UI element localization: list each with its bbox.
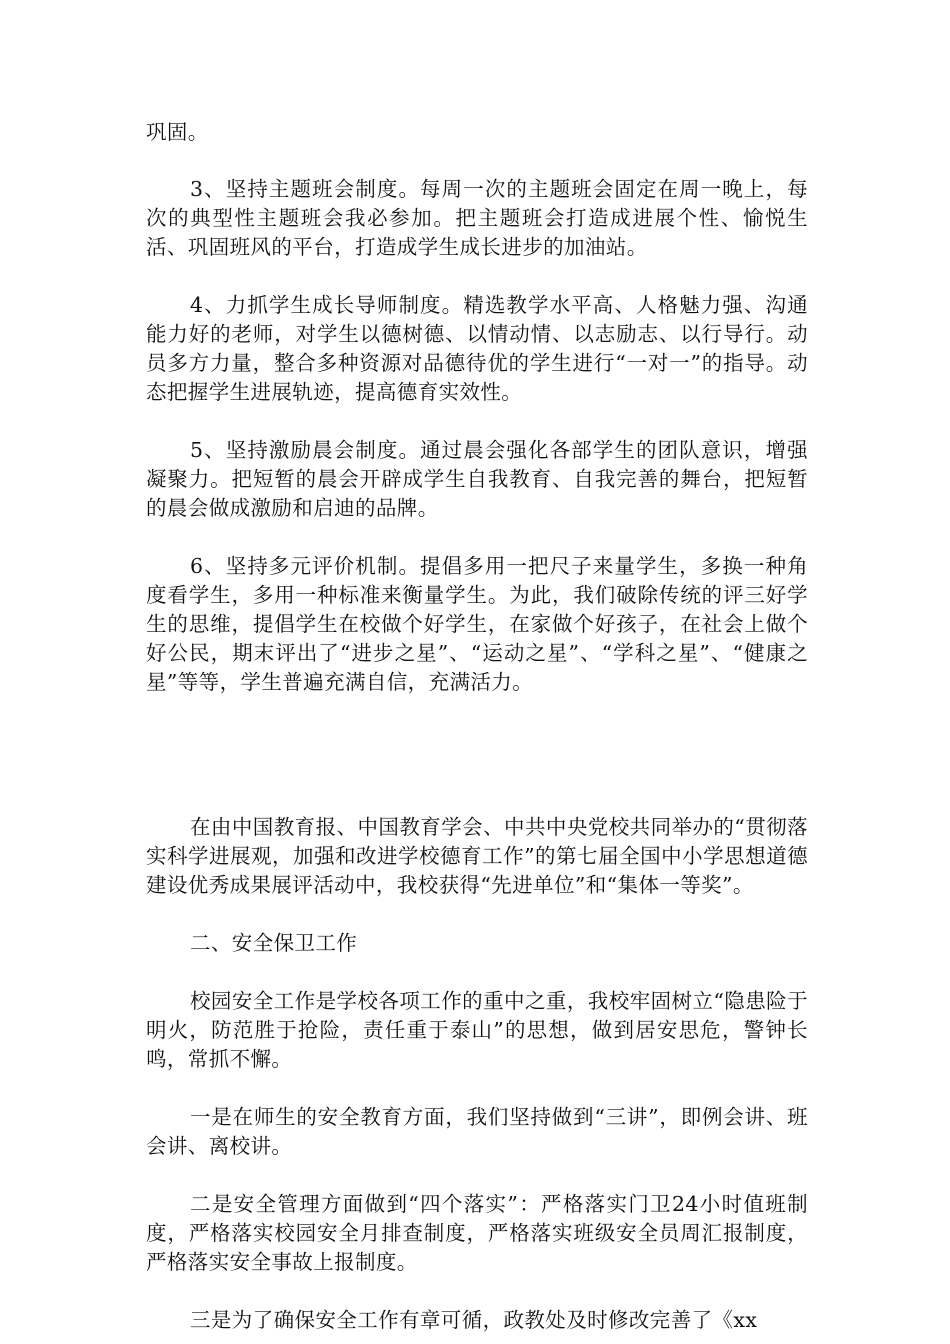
paragraph-item-5: 5、坚持激励晨会制度。通过晨会强化各部学生的团队意识，增强凝聚力。把短暂的晨会开辟成学生自我教育、自我完善的舞台，把短暂的晨会做成激励和启迪的品牌。 — [146, 438, 808, 520]
paragraph-item-6: 6、坚持多元评价机制。提倡多用一把尺子来量学生，多换一种角度看学生，多用一种标准来衡量学生。为此，我们破除传统的评三好学生的思维，提倡学生在校做个好学生，在家做个好孩子，在社会上做个好公民，期末评出了“进步之星”、“运动之星”、“学科之星”、“健康之星”等等，学生普遍充满自信，充满活力。 — [146, 554, 808, 694]
paragraph-item-3: 3、坚持主题班会制度。每周一次的主题班会固定在周一晚上，每次的典型性主题班会我必参加。把主题班会打造成进展个性、愉悦生活、巩固班风的平台，打造成学生成长进步的加油站。 — [146, 177, 808, 259]
paragraph-safety-intro: 校园安全工作是学校各项工作的重中之重，我校牢固树立“隐患险于明火，防范胜于抢险，责任重于泰山”的思想，做到居安思危，警钟长鸣，常抓不懈。 — [146, 989, 808, 1071]
paragraph-safety-education: 一是在师生的安全教育方面，我们坚持做到“三讲”，即例会讲、班会讲、离校讲。 — [146, 1105, 808, 1158]
paragraph-safety-management: 二是安全管理方面做到“四个落实”：严格落实门卫24小时值班制度，严格落实校园安全月排查制度，严格落实班级安全员周汇报制度，严格落实安全事故上报制度。 — [146, 1192, 808, 1274]
document-page — [146, 118, 808, 1335]
paragraph-item-4: 4、力抓学生成长导师制度。精选教学水平高、人格魅力强、沟通能力好的老师，对学生以德树德、以情动情、以志励志、以行导行。动员多方力量，整合多种资源对品德待优的学生进行“一对一”的指导。动态把握学生进展轨迹，提高德育实效性。 — [146, 293, 808, 404]
section-heading-security: 二、安全保卫工作 — [190, 931, 358, 955]
paragraph-continuation: 巩固。 — [146, 120, 209, 144]
paragraph-award: 在由中国教育报、中国教育学会、中共中央党校共同举办的“贯彻落实科学进展观，加强和改进学校德育工作”的第七届全国中小学思想道德建设优秀成果展评活动中，我校获得“先进单位”和“集体一等奖”。 — [146, 815, 808, 897]
paragraph-safety-rules: 三是为了确保安全工作有章可循，政教处及时修改完善了《xx — [190, 1308, 758, 1332]
